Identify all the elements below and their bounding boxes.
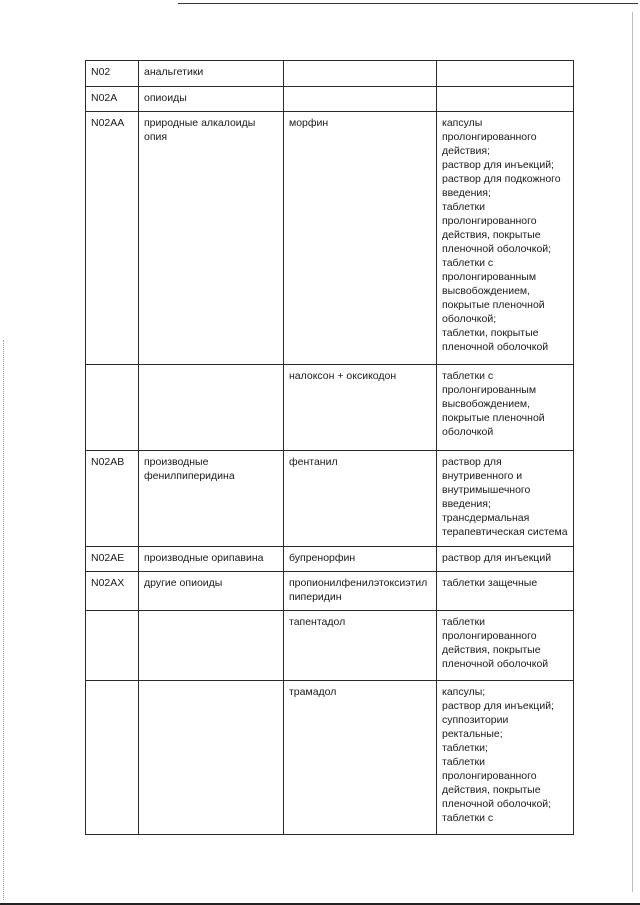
atc-code: N02AX	[86, 572, 139, 611]
atc-code: N02AB	[86, 451, 139, 547]
atc-group	[139, 611, 284, 681]
drug-substance: налоксон + оксикодон	[284, 365, 437, 451]
atc-code	[86, 681, 139, 835]
atc-group	[139, 365, 284, 451]
drug-substance: пропионилфенилэтоксиэтил пиперидин	[284, 572, 437, 611]
atc-group: другие опиоиды	[139, 572, 284, 611]
dosage-form: раствор для инъекций	[437, 547, 574, 572]
dosage-form: таблетки с пролонгированным высвобождением, покрытые пленочной оболочкой	[437, 365, 574, 451]
drug-substance	[284, 87, 437, 112]
drug-classification-table	[85, 60, 574, 835]
table-row	[86, 681, 574, 835]
dosage-form	[437, 61, 574, 87]
atc-group: анальгетики	[139, 61, 284, 87]
atc-code	[86, 611, 139, 681]
drug-substance	[284, 61, 437, 87]
table-row	[86, 112, 574, 365]
drug-substance: трамадол	[284, 681, 437, 835]
drug-substance: фентанил	[284, 451, 437, 547]
drug-substance: морфин	[284, 112, 437, 365]
atc-group: опиоиды	[139, 87, 284, 112]
scan-edge-left	[3, 340, 5, 900]
table-row	[86, 87, 574, 112]
dosage-form	[437, 87, 574, 112]
dosage-form: таблетки защечные	[437, 572, 574, 611]
atc-code: N02A	[86, 87, 139, 112]
atc-code: N02AA	[86, 112, 139, 365]
atc-group: производные фенилпиперидина	[139, 451, 284, 547]
dosage-form: таблетки пролонгированного действия, покрытые пленочной оболочкой	[437, 611, 574, 681]
table-row	[86, 451, 574, 547]
table-row	[86, 572, 574, 611]
dosage-form: капсулы пролонгированного действия; раствор для инъекций; раствор для подкожного введения; таблетки пролонгированного действия, покрытые пленочной оболочкой; таблетки с пролонгированным высвобождением, покрытые пленочной оболочкой; таблетки, покрытые пленочной оболочкой	[437, 112, 574, 365]
atc-code: N02	[86, 61, 139, 87]
dosage-form: раствор для внутривенного и внутримышечного введения; трансдермальная терапевтическая система	[437, 451, 574, 547]
atc-group: производные орипавина	[139, 547, 284, 572]
atc-code	[86, 365, 139, 451]
table-row	[86, 365, 574, 451]
dosage-form: капсулы; раствор для инъекций; суппозитории ректальные; таблетки; таблетки пролонгированного действия, покрытые пленочной оболочкой; таблетки с	[437, 681, 574, 835]
atc-code: N02AE	[86, 547, 139, 572]
drug-substance: бупренорфин	[284, 547, 437, 572]
table-row	[86, 611, 574, 681]
drug-substance: тапентадол	[284, 611, 437, 681]
scan-edge-right	[632, 12, 633, 892]
scan-edge-top	[178, 3, 638, 4]
atc-group: природные алкалоиды опия	[139, 112, 284, 365]
atc-group	[139, 681, 284, 835]
table-row	[86, 61, 574, 87]
table-row	[86, 547, 574, 572]
